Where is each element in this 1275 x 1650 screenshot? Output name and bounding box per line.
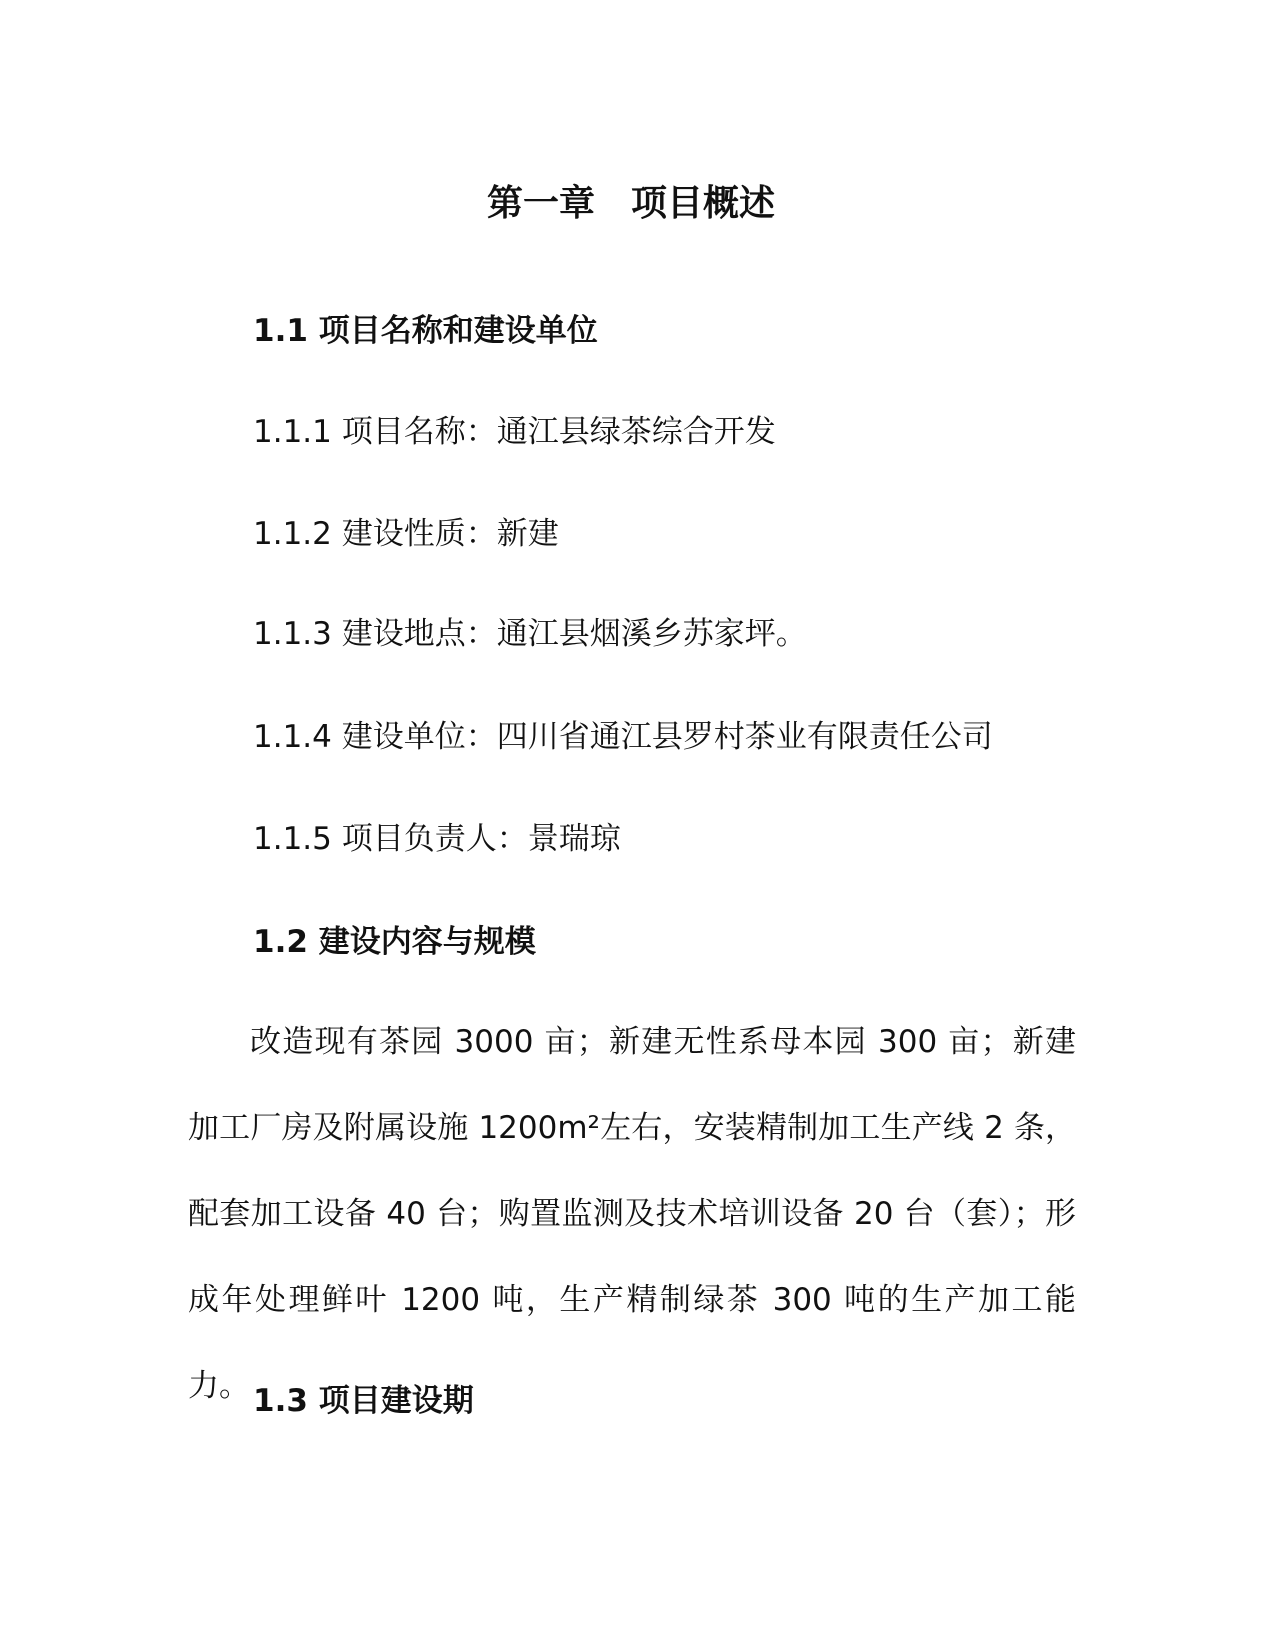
item-construction-unit: 1.1.4 建设单位：四川省通江县罗村茶业有限责任公司 [253, 719, 993, 755]
chapter-title: 第一章 项目概述 [486, 183, 775, 224]
section-heading-1-3: 1.3 项目建设期 [253, 1383, 474, 1419]
item-construction-nature: 1.1.2 建设性质：新建 [253, 516, 559, 552]
item-project-name: 1.1.1 项目名称：通江县绿茶综合开发 [253, 414, 776, 450]
section-heading-1-2: 1.2 建设内容与规模 [253, 924, 536, 960]
construction-content-paragraph: 改造现有茶园 3000 亩；新建无性系母本园 300 亩；新建加工厂房及附属设施 1200m²左右，安装精制加工生产线 2 条，配套加工设备 40 台；购置监测及技术培训设备 20 台（套）；形成年处理鲜叶 1200 吨，生产精制绿茶 300 吨的生产加工能力。 [188, 1024, 1076, 1404]
item-project-leader: 1.1.5 项目负责人：景瑞琼 [253, 821, 621, 857]
section-heading-1-1: 1.1 项目名称和建设单位 [253, 313, 598, 349]
item-construction-location: 1.1.3 建设地点：通江县烟溪乡苏家坪。 [253, 616, 807, 652]
